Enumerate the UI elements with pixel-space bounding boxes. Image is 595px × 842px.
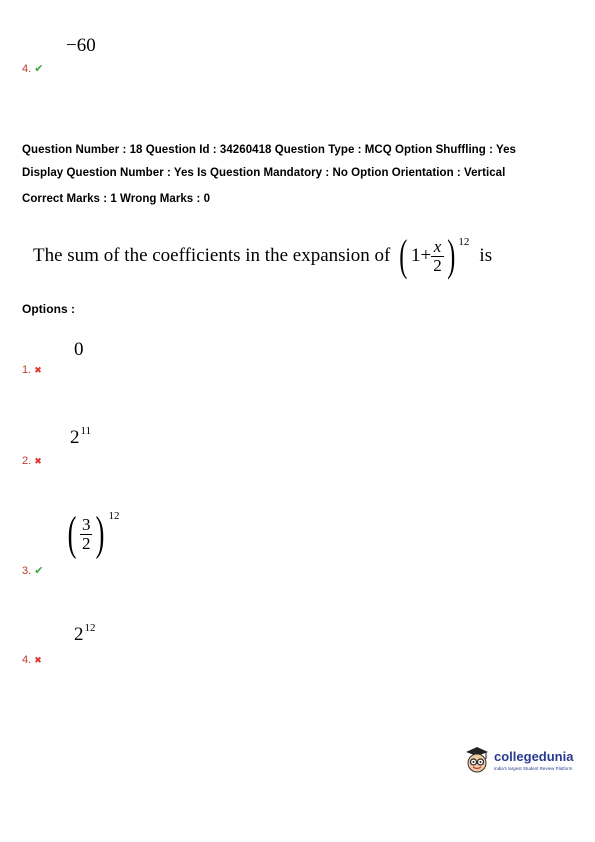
question-stem-tail: is (479, 245, 493, 266)
option-3-exponent: 12 (108, 510, 120, 522)
option-3-value (64, 507, 120, 560)
question-stem-text: The sum of the coefficients in the expansion of (33, 245, 391, 266)
expr-fraction-denominator: 2 (433, 255, 442, 275)
question-meta-line-2: Display Question Number : Yes Is Question Mandatory : No Option Orientation : Vertical (22, 167, 506, 179)
question-expression (396, 231, 470, 280)
expr-one-plus: 1+ (411, 245, 432, 266)
option-number-label: 3. (22, 565, 32, 577)
option-4-value (74, 624, 96, 646)
logo-tagline: India's largest Student Review Platform (494, 765, 573, 771)
option-3-number (22, 564, 43, 577)
options-label: Options : (22, 302, 76, 316)
option-3-fraction (80, 516, 93, 553)
question-stem (33, 226, 492, 286)
question-meta-line-3: Correct Marks : 1 Wrong Marks : 0 (22, 193, 211, 205)
option-number-label: 4. (22, 654, 32, 666)
mascot-icon (463, 745, 491, 775)
collegedunia-logo (463, 745, 573, 775)
option-3-numerator: 3 (81, 514, 91, 534)
option-2-exponent: 11 (80, 425, 92, 437)
correct-check-icon: ✔ (34, 565, 44, 577)
previous-answer-value: −60 (66, 35, 96, 56)
option-4-base: 2 (74, 624, 84, 645)
previous-option-number (22, 62, 43, 75)
option-1-value: 0 (74, 339, 84, 360)
option-number-label: 1. (22, 364, 32, 376)
right-paren: ) (96, 507, 105, 560)
correct-check-icon: ✔ (34, 63, 44, 75)
option-3-denominator: 2 (81, 533, 91, 553)
left-paren: ( (399, 231, 408, 280)
left-paren: ( (67, 507, 77, 560)
expr-fraction-numerator: x (433, 236, 442, 256)
right-paren: ) (447, 231, 456, 280)
expr-exponent: 12 (458, 236, 470, 248)
expr-fraction (431, 238, 444, 275)
option-number-label: 4. (22, 63, 32, 75)
option-4-exponent: 12 (84, 622, 96, 634)
option-2-number (22, 455, 42, 467)
option-2-value (70, 427, 91, 449)
question-meta-line-1: Question Number : 18 Question Id : 34260418 Question Type : MCQ Option Shuffling : Yes (22, 144, 516, 156)
wrong-cross-icon: ✖ (34, 655, 42, 665)
wrong-cross-icon: ✖ (34, 365, 42, 375)
option-1-number (22, 364, 42, 376)
wrong-cross-icon: ✖ (34, 456, 42, 466)
logo-wordmark: collegedunia (494, 748, 574, 764)
option-2-base: 2 (70, 427, 80, 448)
option-4-number (22, 654, 42, 666)
option-number-label: 2. (22, 455, 32, 467)
